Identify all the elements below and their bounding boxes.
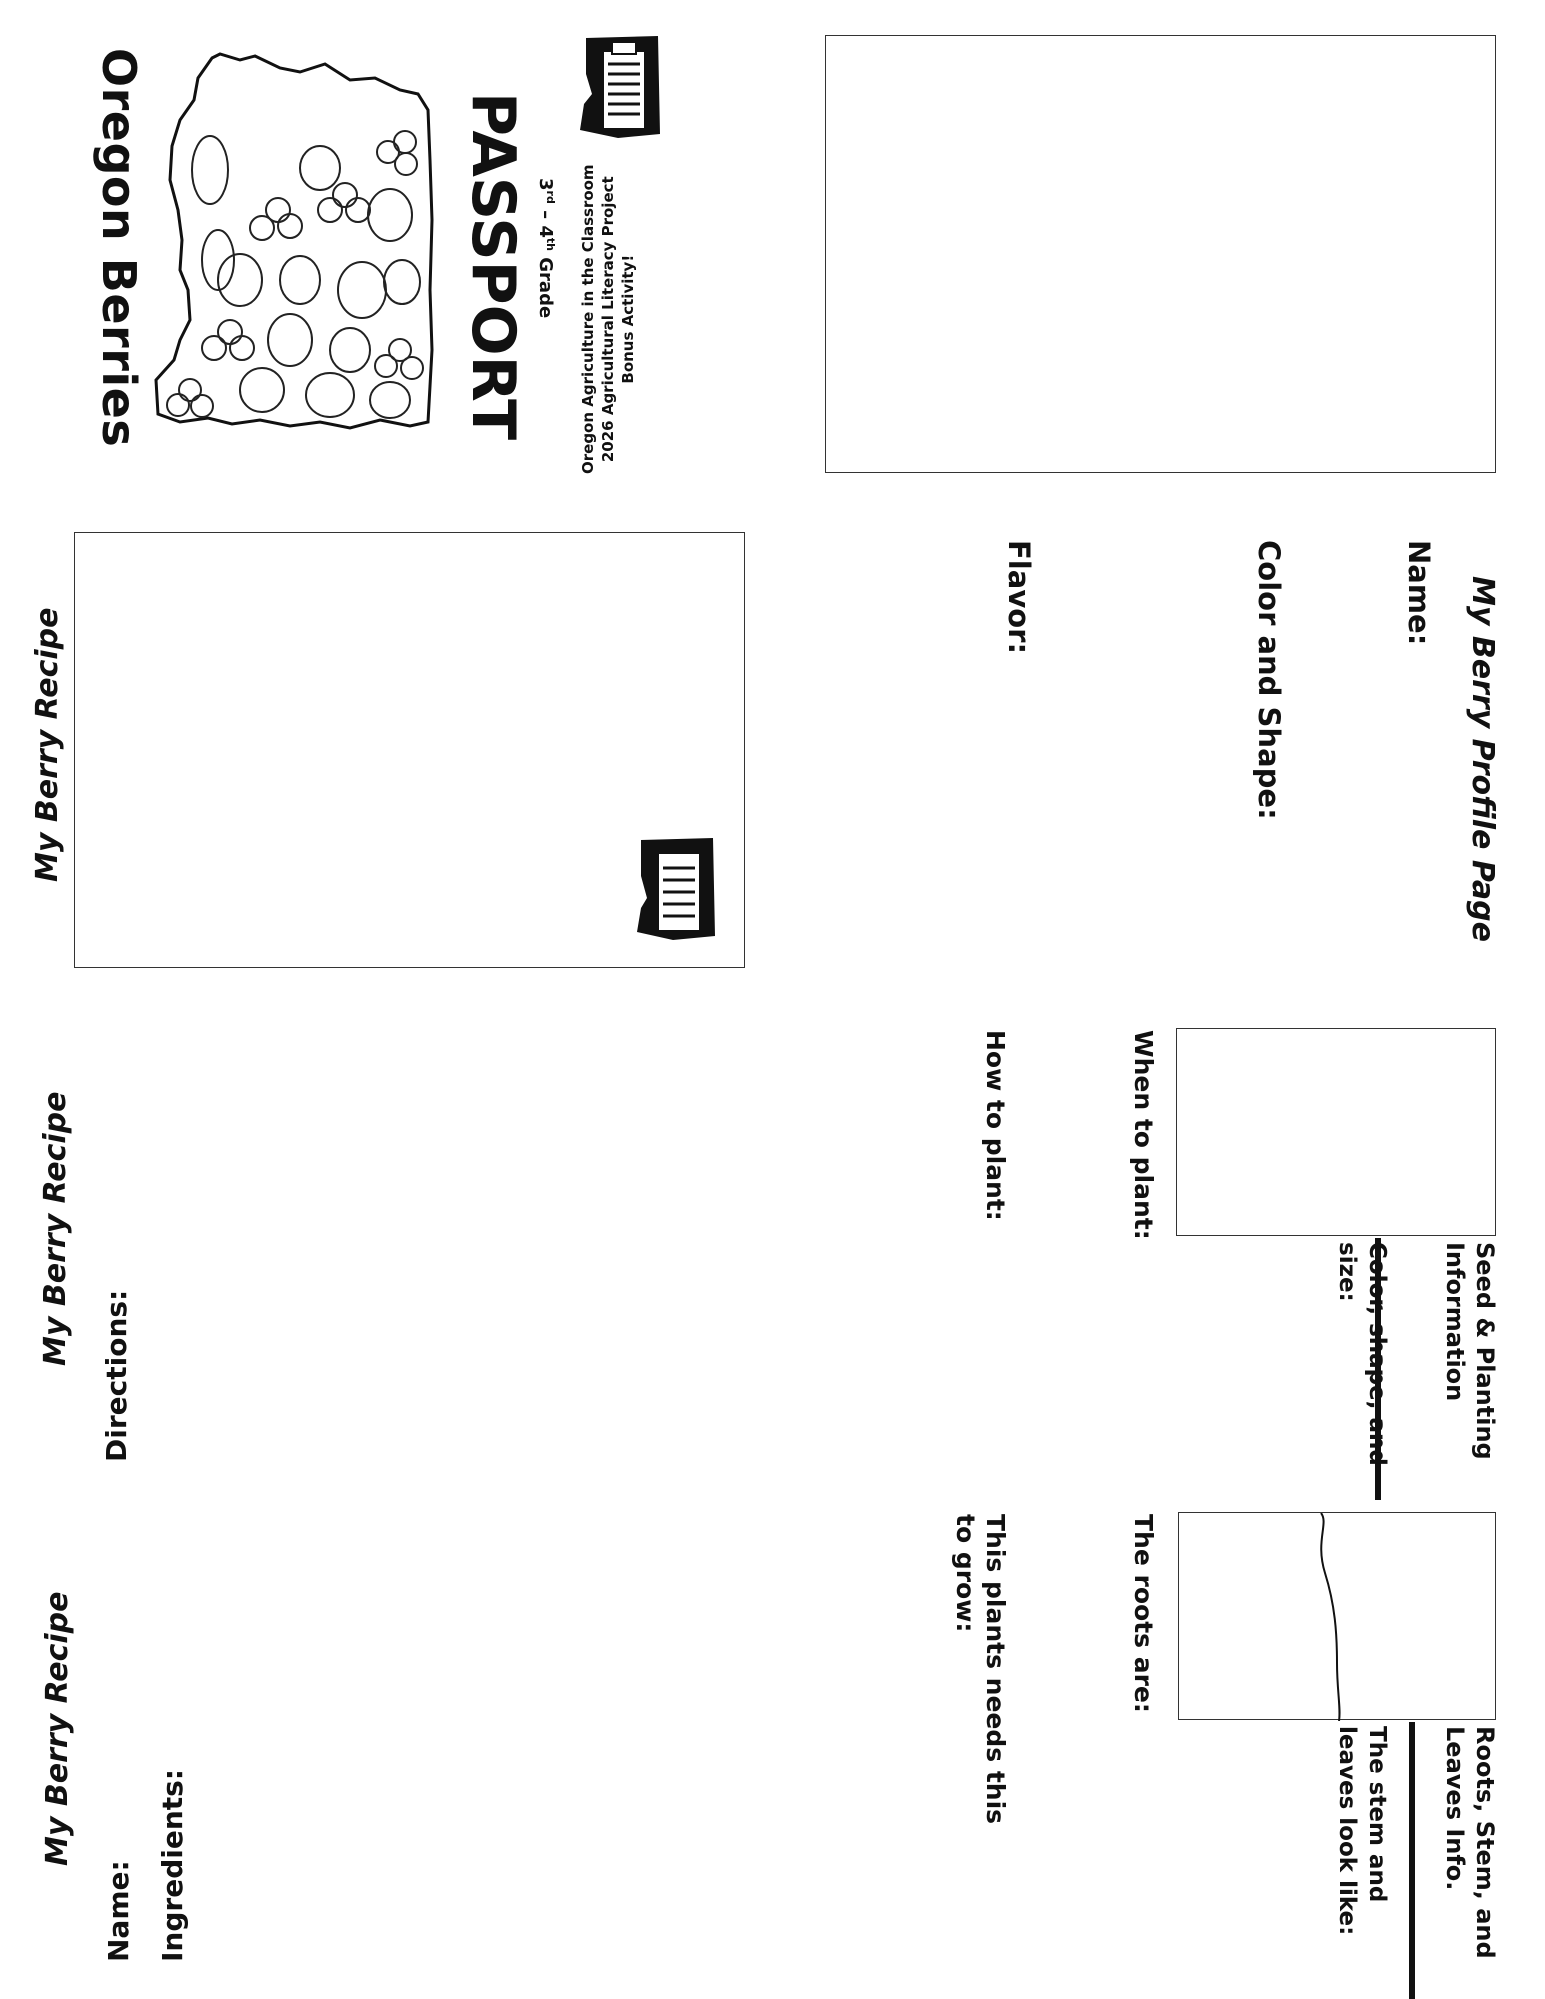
seed-picture-box[interactable] xyxy=(1176,1028,1496,1236)
recipe-name-label: Name: xyxy=(102,1860,135,1962)
aitc-logo-icon xyxy=(578,34,662,140)
seed-heading: Seed & Planting Information xyxy=(1441,1242,1499,1460)
recipe-picture-box[interactable] xyxy=(74,532,745,968)
profile-color-shape-label: Color and Shape: xyxy=(1252,540,1286,820)
oregon-berries-map-icon xyxy=(150,50,435,435)
aitc-logo-icon xyxy=(635,836,717,942)
profile-picture-box[interactable] xyxy=(825,35,1496,473)
roots-picture-box[interactable] xyxy=(1178,1512,1496,1720)
roots-stem-label: The stem and leaves look like: xyxy=(1334,1726,1390,1936)
seed-color-size-label: Color, shape, and size: xyxy=(1334,1242,1390,1466)
roots-roots-label: The roots are: xyxy=(1129,1514,1158,1713)
roots-needs-label: This plants needs this to grow: xyxy=(951,1514,1010,1825)
cover-title: Oregon Berries xyxy=(92,48,146,448)
cover-grade: 3rd – 4th Grade xyxy=(535,178,557,319)
profile-name-label: Name: xyxy=(1402,540,1436,646)
soil-line-icon xyxy=(1179,1513,1497,1721)
recipe-heading-2: My Berry Recipe xyxy=(38,1091,73,1366)
seed-when-label: When to plant: xyxy=(1129,1030,1158,1240)
recipe-heading-3: My Berry Recipe xyxy=(40,1591,75,1866)
seed-how-label: How to plant: xyxy=(981,1030,1010,1221)
recipe-heading-1: My Berry Recipe xyxy=(30,607,65,882)
recipe-ingredients-label: Ingredients: xyxy=(156,1768,189,1962)
profile-flavor-label: Flavor: xyxy=(1002,540,1036,655)
roots-heading: Roots, Stem, and Leaves Info. xyxy=(1441,1726,1499,1959)
cover-credit: Oregon Agriculture in the Classroom 2026 Agricultural Literacy Project Bonus Activity! xyxy=(579,164,637,474)
profile-heading: My Berry Profile Page xyxy=(1465,576,1500,942)
roots-heading-rule xyxy=(1409,1722,1415,1999)
cover-subtitle: PASSPORT xyxy=(458,92,528,441)
recipe-directions-label: Directions: xyxy=(100,1289,133,1462)
